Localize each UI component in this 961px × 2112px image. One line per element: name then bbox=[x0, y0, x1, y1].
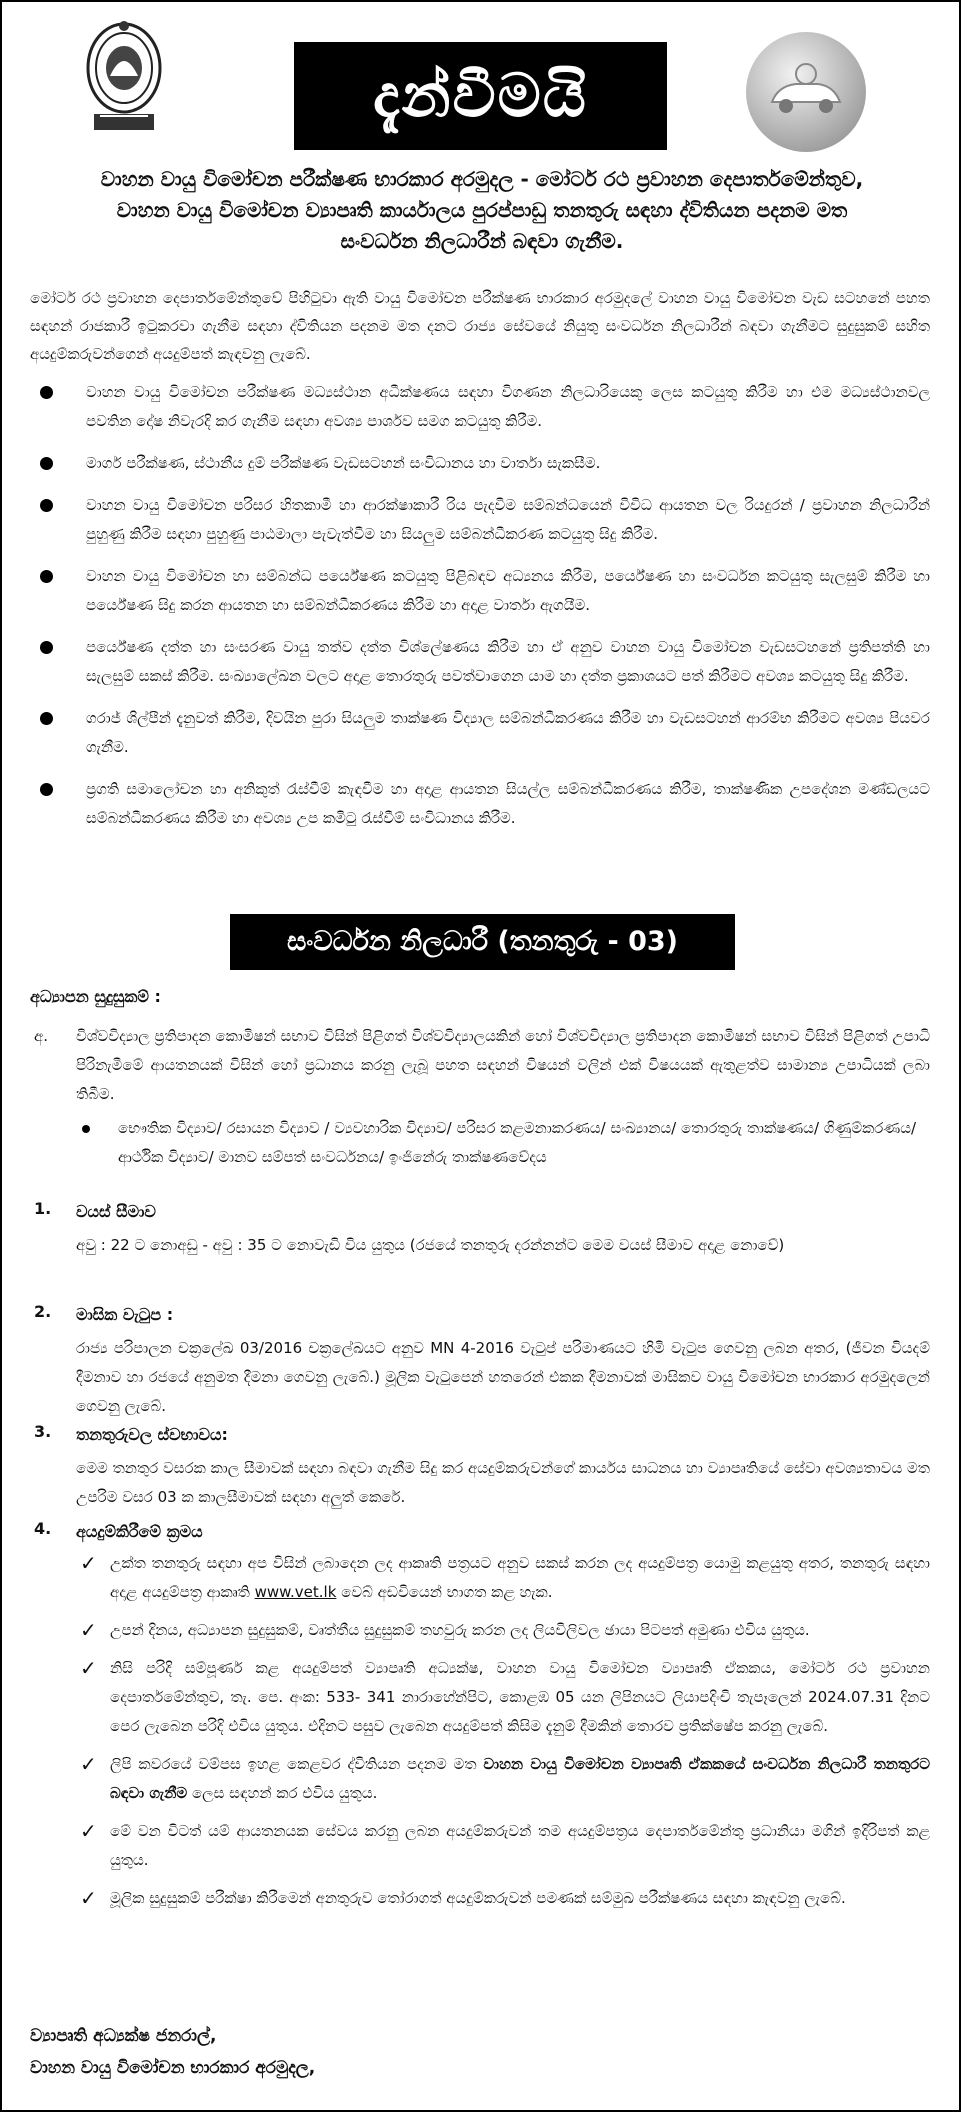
application-step: ✓ නිසි පරිදි සම්පූර්ණ කළ අයදුම්පත් ව්‍යාපෘති අධ්‍යක්ෂ, වාහන වායු විමෝචන ව්‍යාපෘති ඒකකය, මෝටර් රථ ප්‍රවාහන දෙපාර්තමේන්තුව, තැ. පෙ. අංක: 533- 341 නාරාහේන්පිට, කොළඹ 05 යන ලිපිනයට ලියාපදිංචි තැපෑලෙන් 2024.07.31 දිනට පෙර ලැබෙන පරිදි එවිය යුතුය. එදිනට පසුව ලැබෙන අයදුම්පත් කිසිම දැනුම් දීමකින් තොරව ප්‍රතික්ෂේප කරනු ලැබේ. bbox=[80, 1656, 930, 1735]
post-title: සංවර්ධන නිලධාරී (තනතුරු - 03) bbox=[230, 914, 735, 970]
website-link[interactable]: www.vet.lk bbox=[254, 1583, 337, 1601]
heading-line-3: සංවර්ධන නිලධාරීන් බඳවා ගැනීම. bbox=[340, 229, 624, 253]
section-number: 3. bbox=[34, 1422, 52, 1441]
vet-logo-icon bbox=[744, 30, 868, 154]
check-icon: ✓ bbox=[80, 1752, 97, 1776]
education-requirement bbox=[30, 1022, 930, 1109]
check-icon: ✓ bbox=[80, 1819, 97, 1843]
application-step: ✓ ලිපි කවරයේ වම්පස ඉහළ කෙළවර ද්විතියන පදනම මත වාහන වායු විමෝචන ව්‍යාපෘති ඒකකයේ සංවර්ධන නිලධාරී තනතුරට බඳවා ගැනීම ලෙස සඳහන් කර එවිය යුතුය. bbox=[80, 1752, 930, 1802]
main-heading bbox=[22, 164, 942, 257]
header bbox=[2, 2, 959, 157]
subjects-text: භෞතික විද්‍යාව/ රසායන විද්‍යාව / ව්‍යවහාරික විද්‍යාව/ පරිසර කළමනාකරණය/ සංඛ්‍යානය/ තොරතුරු තාක්ෂණය/ ගිණුම්කරණය/ ආර්ථික විද්‍යාව/ මානව සම්පත් සංවර්ධනය/ ඉංජිනේරු තාක්ෂණවේදය bbox=[118, 1119, 917, 1166]
section-number: 4. bbox=[34, 1519, 52, 1538]
application-step: ✓ උක්ත තනතුරු සඳහා අප විසින් ලබාදෙන ලද ආකෘති පත්‍රයට අනුව සකස් කරන ලද අයදුම්පත්‍ර යොමු කළයුතු අතර, තනතුරු සඳහා අදාළ අයදුම්පත්‍ර ආකෘති www.vet.lk වෙබ් අඩවියෙන් භාගත කළ හැක. bbox=[80, 1551, 930, 1601]
section-title: වයස් සීමාව bbox=[76, 1202, 156, 1221]
duty-item: වාහන වායු විමෝචන පරිසර හිතකාමී හා ආරක්ෂාකාරී රිය පැදවීම සම්බන්ධයෙන් විවිධ ආයතන වල රියදුරන් / ප්‍රවාහන නිලධාරීන් පුහුණු කිරීම සඳහා පුහුණු පාඨමාලා පැවැත්වීම හා සියලුම සම්බන්ධීකරණ කටයුතු සිදු කිරීම. bbox=[30, 491, 930, 549]
check-icon: ✓ bbox=[80, 1886, 97, 1910]
heading-line-1: වාහන වායු විමෝචන පරීක්ෂණ භාරකාර අරමුදල - මෝටර් රථ ප්‍රවාහන දෙපාර්තමේන්තුව, bbox=[100, 167, 864, 191]
duty-item: මාර්ග පරීක්ෂණ, ස්ථානීය දුම් පරීක්ෂණ වැඩසටහන් සංවිධානය හා වාර්තා සැකසීම. bbox=[30, 449, 930, 478]
duties-list bbox=[30, 378, 930, 846]
signature-line-2: වාහන වායු විමෝචන භාරකාර අරමුදල, bbox=[30, 2058, 316, 2078]
section-title: මාසික වැටුප : bbox=[76, 1305, 174, 1324]
section-number: 1. bbox=[34, 1199, 52, 1218]
intro-paragraph: මෝටර් රථ ප්‍රවාහන දෙපාර්තමේන්තුවේ පිහිටුවා ඇති වායු විමෝචන පරීක්ෂණ භාරකාර අරමුදලේ වාහන වායු විමෝචන වැඩ සටහනේ පහත සඳහන් රාජකාරී ඉටුකරවා ගැනීම සඳහා ද්විතියන පදනම මත දනට රාජ්‍ය සේවයේ නියුතු සංවර්ධන නිලධාරීන් බඳවා ගැනීමට සුදුසුකම් සහිත අයදුම්කරුවන්ගෙන් අයදුම්පත් කැඳවනු ලැබේ. bbox=[30, 289, 930, 363]
duty-item: පර්යේෂණ දත්ත හා සංසරණ වායු තත්ව දත්ත විශ්ලේෂණය කිරීම හා ඒ අනුව වාහන වායු විමෝචන වැඩසටහනේ ප්‍රතිපත්ති හා සැලසුම් සකස් කිරීම. සංඛ්‍යාලේඛන වලට අදාළ තොරතුරු පවත්වාගෙන යාම හා දත්ත ප්‍රකාශයට පත් කිරීමට අවශ්‍ය කටයුතු සිදු කිරීම. bbox=[30, 633, 930, 691]
check-icon: ✓ bbox=[80, 1656, 97, 1680]
check-icon: ✓ bbox=[80, 1618, 97, 1642]
education-title: අධ්‍යාපන සුදුසුකම් : bbox=[30, 987, 161, 1006]
duty-item: ගරාජ් ශිල්පීන් දැනුවත් කිරීම, දිවයින පුරා සියලුම තාක්ෂණ විද්‍යාල සම්බන්ධීකරණය කිරීම හා වැඩසටහන් ආරම්භ කිරීමට අවශ්‍ය පියවර ගැනීම. bbox=[30, 704, 930, 762]
application-step: ✓ උපන් දිනය, අධ්‍යාපන සුදුසුකම්, වෘත්තීය සුදුසුකම් තහවුරු කරන ලද ලියවිලිවල ඡායා පිටපත් අමුණා එවිය යුතුය. bbox=[30, 1616, 930, 1645]
announcement-title: දැන්වීමයි bbox=[294, 42, 667, 150]
section-nature-of-post bbox=[30, 1422, 930, 1512]
heading-line-2: වාහන වායු විමෝචන ව්‍යාපෘති කාර්යාලය පුරප්පාඩු තනතුරු සඳහා ද්විතියන පදනම මත bbox=[116, 198, 848, 222]
section-title: අයදුම්කිරීමේ ක්‍රමය bbox=[76, 1522, 203, 1541]
section-salary bbox=[30, 1302, 930, 1421]
section-title: තනතුරුවල ස්වභාවය: bbox=[76, 1425, 228, 1444]
application-steps bbox=[30, 1549, 930, 1922]
section-body: මෙම තනතුර වසරක කාල සීමාවක් සඳහා බඳවා ගැනීම සිදු කර අයදුම්කරුවන්ගේ කාර්යය සාධනය හා ව්‍යාපෘතියේ සේවා අවශ්‍යතාවය මත උපරිම වසර 03 ක කාලසීමාවක් සඳහා අලුත් කෙරේ. bbox=[76, 1459, 930, 1506]
duty-item: වාහන වායු විමෝචන හා සම්බන්ධ පර්යේෂණ කටයුතු පිළිබඳව අධ්‍යනය කිරීම, පර්යේෂණ හා සංවර්ධන කටයුතු සැලසුම් කිරීම හා පර්යේෂණ සිදු කරන ආයතන හා සම්බන්ධීකරණය කිරීම හා අදාළ වාර්තා ඇගයීම. bbox=[30, 562, 930, 620]
section-body: අවු : 22 ට නොඅඩු - අවු : 35 ට නොවැඩි විය යුතුය (රජයේ තනතුරු දරන්නන්ට මෙම වයස් සීමාව අදාළ නොවේ) bbox=[76, 1236, 785, 1254]
sri-lanka-emblem-icon bbox=[80, 16, 168, 136]
section-number: 2. bbox=[34, 1302, 52, 1321]
section-body: රාජ්‍ය පරිපාලන චක්‍රලේඛ 03/2016 චක්‍රලේඛයට අනුව MN 4-2016 වැටුප් පරිමාණයට හිමි වැටුප ගෙවනු ලබන අතර, (ජීවන වියදම් දීමනාව හා රජයේ අනුමත දීමනා ගෙවනු ලැබේ.) මූලික වැටුපෙන් හතරෙන් එකක දීමනාවක් මාසිකව වායු විමෝචන භාරකාර අරමුදලෙන් ගෙවනු ලැබේ. bbox=[76, 1339, 930, 1415]
application-step: ✓ මූලික සුදුසුකම් පරීක්ෂා කිරීමෙන් අනතුරුව තෝරාගත් අයදුම්කරුවන් පමණක් සම්මුඛ පරීක්ෂණය සඳහා කැඳවනු ලැබේ. bbox=[30, 1884, 930, 1913]
duty-item: ප්‍රගති සමාලෝචන හා අනිකුත් රැස්වීම් කැඳවීම හා අදාළ ආයතන සියල්ල සම්බන්ධීකරණය කිරීම, තාක්ෂණික උපදේශන මණ්ඩලයට සම්බන්ධීකරණය කිරීම හා අවශ්‍ය උප කමිටු රැස්වීම් සංවිධානය කිරීම. bbox=[30, 775, 930, 833]
section-age-limit bbox=[30, 1199, 930, 1260]
duty-item: වාහන වායු විමෝචන පරීක්ෂණ මධ්‍යස්ථාන අධීක්ෂණය සඳහා විගණන නිලධාරියෙකු ලෙස කටයුතු කිරීම හා එම මධ්‍යස්ථානවල පවතින දෝෂ නිවැරදි කර ගැනීම සඳහා අවශ්‍ය පාර්ශව සමග කටයුතු කිරීම. bbox=[30, 378, 930, 436]
application-step: ✓ මේ වන විටත් යම් ආයතනයක සේවය කරනු ලබන අයදුම්කරුවන් තම අයදුම්පත්‍රය දෙපාර්තමේන්තු ප්‍රධානියා මගින් ඉදිරිපත් කළ යුතුය. bbox=[80, 1819, 930, 1869]
education-text: විශ්වවිද්‍යාල ප්‍රතිපාදන කොමිෂන් සභාව විසින් පිළිගත් විශ්වවිද්‍යාලයකින් හෝ විශ්වවිද්‍යාල ප්‍රතිපාදන කොමිෂන් සභාව විසින් පිළිගත් උපාධි පිරිනැමීමේ ආයතනයක් විසින් හෝ ප්‍රධානය කරනු ලැබූ පහත සඳහන් විෂයන් වලින් එක් විෂයයක් ඇතුළත්ව සාමාන්‍ය උපාධියක් ලබා තිබීම. bbox=[76, 1027, 930, 1103]
section-method-of-application bbox=[30, 1519, 930, 1545]
education-letter: අ. bbox=[34, 1027, 49, 1045]
signature-block bbox=[30, 2020, 315, 2084]
check-icon: ✓ bbox=[80, 1551, 97, 1575]
subjects-list bbox=[30, 1114, 930, 1172]
signature-line-1: ව්‍යාපෘති අධ්‍යක්ෂ ජනරාල්, bbox=[30, 2026, 217, 2046]
